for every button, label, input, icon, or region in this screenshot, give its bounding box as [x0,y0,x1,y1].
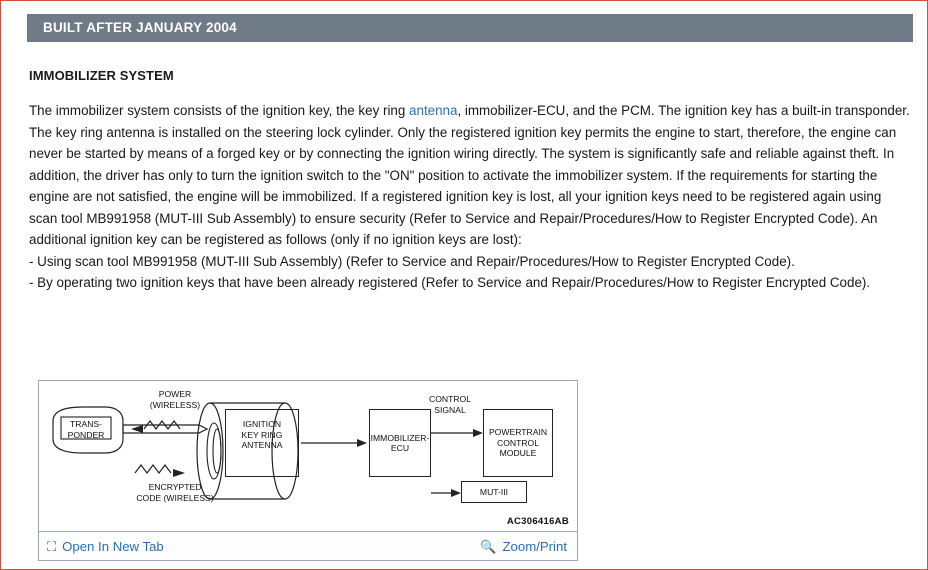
zoom-print-button[interactable] [480,539,567,554]
zoom-print-label: Zoom/Print [502,538,567,554]
figure-container [38,380,578,561]
figure-box-immobilizer-ecu: IMMOBILIZER- ECU [369,409,431,477]
antenna-link[interactable]: antenna [409,103,458,118]
figure-box-powertrain-control-module: POWERTRAIN CONTROL MODULE [483,409,553,477]
body-paragraph [29,100,913,294]
paragraph-part-1: The immobilizer system consists of the ignition key, the key ring [29,103,410,118]
figure-footer [39,531,577,560]
figure-box-ignition-antenna-frame [225,409,299,477]
paragraph-part-2: , immobilizer-ECU, and the PCM. The ignition key has a built-in transponder. The key ring antenna is installed on the steering lock cylinder. Only the registered ignition key permits the engine to start, therefore, the engine can never be started by means of a forged key or by connecting the ignition wiring directly. The system is significantly safe and reliable against theft. In addition, the driver has only to turn the ignition switch to the "ON" position to activate the immobilizer system. If the requirements for starting the engine are not satisfied, the engine will be immobilized. If a registered ignition key is lost, all your ignition keys need to be registered again using scan tool MB991958 (MUT-III Sub Assembly) to ensure security (Refer to Service and Repair/Procedures/How to Register Encrypted Code). An additional ignition key can be registered as follows (only if no ignition keys are lost): [29,103,910,247]
bullet-list [29,251,913,294]
section-header-bar: BUILT AFTER JANUARY 2004 [27,14,913,42]
figure-label-ignition-key-ring-antenna: IGNITION KEY RING ANTENNA [241,419,283,450]
document-inner [1,1,927,569]
magnifier-icon: 🔍 [480,538,497,554]
figure-code: AC306416AB [506,516,569,527]
figure-label-encrypted-code: ENCRYPTED CODE (WIRELESS) [136,482,214,503]
figure-label-transponder: TRANS- PONDER [67,419,105,440]
figure-box-mut-iii: MUT-III [461,481,527,503]
new-tab-icon: ⛶ [47,538,57,554]
page-title: IMMOBILIZER SYSTEM [29,68,174,83]
open-in-new-tab-button[interactable] [47,539,164,554]
figure-label-power-wireless: POWER (WIRELESS) [149,389,201,410]
figure-label-control-signal: CONTROL SIGNAL [428,394,472,415]
list-item: - By operating two ignition keys that have been already registered (Refer to Service and Repair/Procedures/How to Register Encrypted Code). [29,275,871,290]
paragraph-text [29,100,913,251]
open-in-new-tab-label: Open In New Tab [62,538,164,554]
list-item: - Using scan tool MB991958 (MUT-III Sub Assembly) (Refer to Service and Repair/Procedures/How to Register Encrypted Code). [29,253,795,269]
figure-canvas [39,381,577,531]
